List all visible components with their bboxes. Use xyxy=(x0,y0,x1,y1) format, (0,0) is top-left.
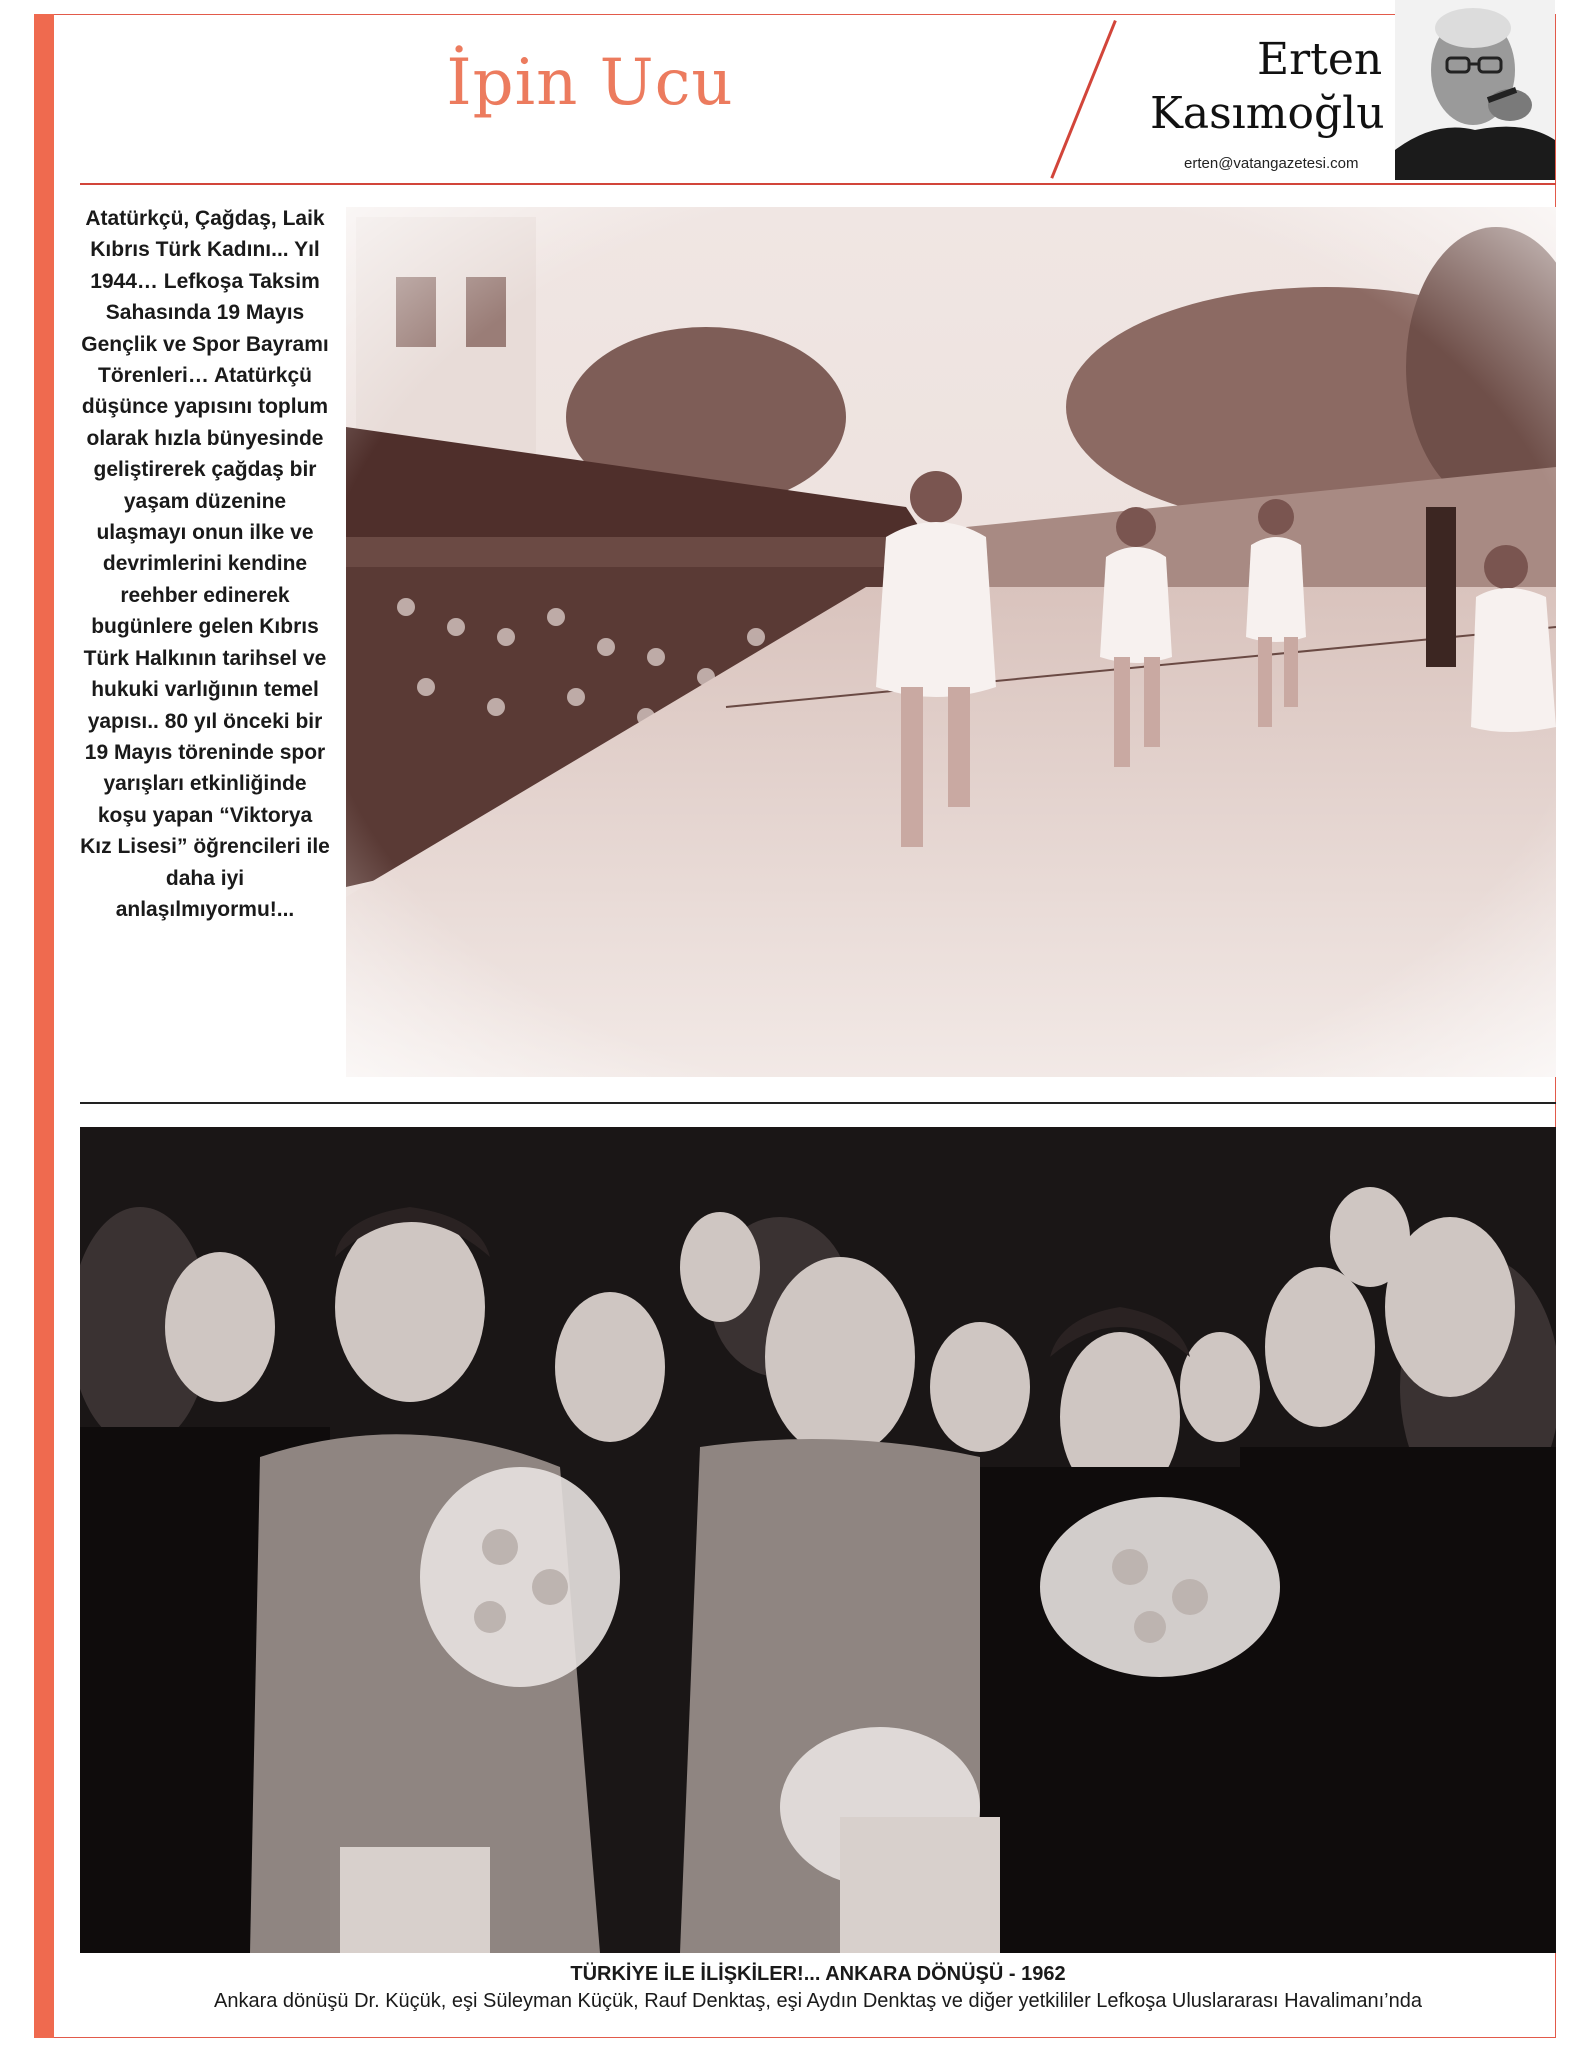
section-rule xyxy=(80,1102,1556,1104)
author-first-name: Erten xyxy=(1257,34,1383,85)
author-email: erten@vatangazetesi.com xyxy=(1184,155,1359,172)
author-last-name: Kasımoğlu xyxy=(1150,88,1385,139)
historical-photo-race xyxy=(346,207,1556,1077)
header-rule xyxy=(80,183,1556,185)
historical-photo-airport xyxy=(80,1127,1556,1953)
author-portrait xyxy=(1395,0,1555,180)
photo-caption-text: Ankara dönüşü Dr. Küçük, eşi Süleyman Küçük, Rauf Denktaş, eşi Aydın Denktaş ve diğer yetkililer Lefkoşa Uluslararası Havalimanı’nda xyxy=(213,1990,1422,2012)
intro-text: Atatürkçü, Çağdaş, Laik Kıbrıs Türk Kadını... Yıl 1944… Lefkoşa Taksim Sahasında 19 Mayıs Gençlik ve Spor Bayramı Törenleri… Atatürkçü düşünce yapısını toplum olarak hızla bünyesinde geliştirerek çağdaş bir yaşam düzenine ulaşmayı onun ilke ve devrimlerini kendine reehber edinerek bugünlere gelen Kıbrıs Türk Halkının tarihsel ve hukuki varlığının temel yapısı.. 80 yıl önceki bir 19 Mayıs töreninde spor yarışları etkinliğinde koşu yapan “Viktorya Kız Lisesi” öğrencileri ile daha iyi anlaşılmıyormu!... xyxy=(80,207,330,921)
accent-bar xyxy=(34,14,54,2038)
column-title: İpin Ucu xyxy=(446,46,734,120)
photo-caption-title: TÜRKİYE İLE İLİŞKİLER!... ANKARA DÖNÜŞÜ - 1962 xyxy=(570,1963,1066,1985)
